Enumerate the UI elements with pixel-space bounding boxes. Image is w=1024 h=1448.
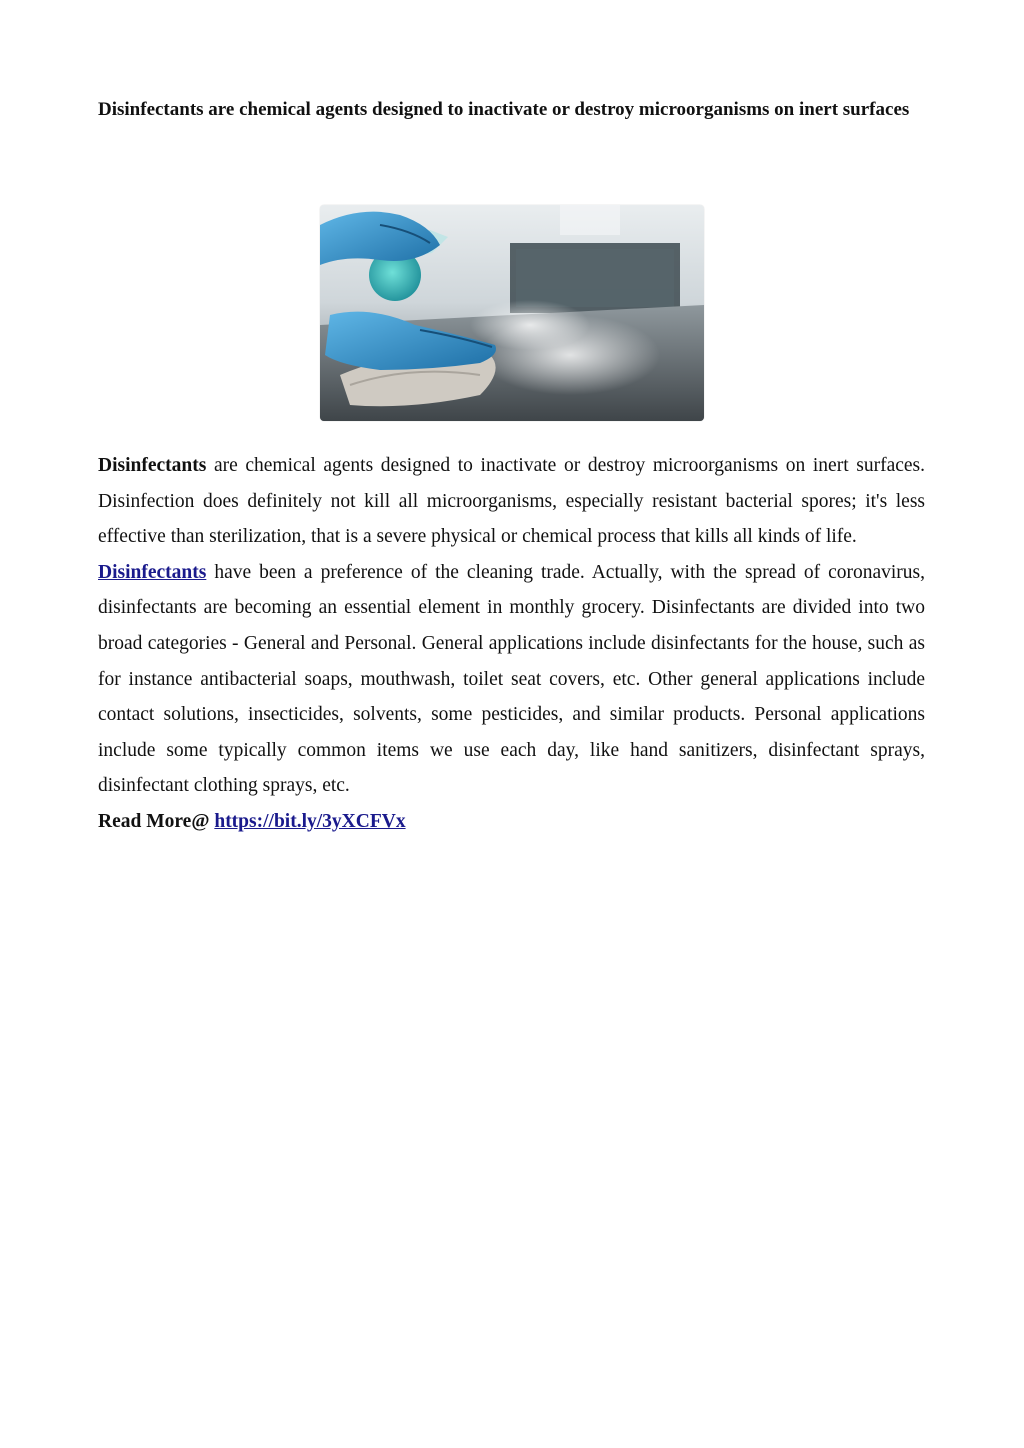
paragraph-categories xyxy=(98,555,925,804)
intro-text: are chemical agents designed to inactivate or destroy microorganisms on inert surfaces. Disinfection does definitely not kill all microorganisms, especially resistant bacterial spores; it's less effective than sterilization, that is a severe physical or chemical process that kills all kinds of life. xyxy=(98,455,925,548)
document-page xyxy=(98,92,925,832)
cleaning-photo xyxy=(320,205,704,421)
read-more-link[interactable]: https://bit.ly/3yXCFVx xyxy=(214,810,406,832)
categories-text: have been a preference of the cleaning trade. Actually, with the spread of coronavirus, disinfectants are becoming an essential element in monthly grocery. Disinfectants are divided into two broad categories - General and Personal. General applications include disinfectants for the house, such as for instance antibacterial soaps, mouthwash, toilet seat covers, etc. Other general applications include contact solutions, insecticides, solvents, some pesticides, and similar products. Personal applications include some typically common items we use each day, like hand sanitizers, disinfectant sprays, disinfectant clothing sprays, etc. xyxy=(98,561,925,797)
document-heading: Disinfectants are chemical agents designed to inactivate or destroy microorganisms on inert surfaces xyxy=(98,99,910,120)
document-body xyxy=(98,448,925,840)
paragraph-intro xyxy=(98,448,925,555)
read-more-label: Read More@ xyxy=(98,810,215,832)
read-more-line xyxy=(98,804,925,840)
disinfectants-link[interactable]: Disinfectants xyxy=(98,561,207,583)
gloved-hands-cleaning-icon xyxy=(320,205,704,421)
intro-lead-term: Disinfectants xyxy=(98,455,207,476)
